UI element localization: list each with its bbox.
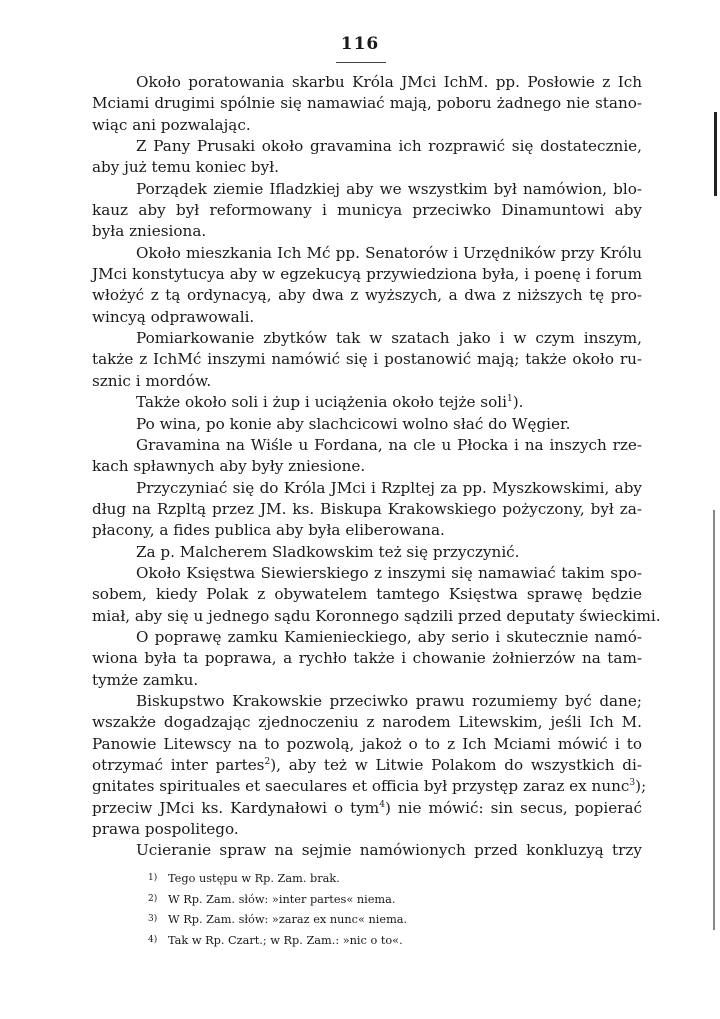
text-line	[92, 200, 642, 221]
text-line	[92, 328, 642, 349]
text-line-main: wincyą odprawowali.	[92, 307, 255, 326]
text-line	[92, 755, 642, 776]
footnote-number: 2)	[148, 893, 158, 904]
footnote-number: 4)	[148, 934, 158, 945]
text-line-main: Po wina, po konie aby slachcicowi wolno słać do Węgier.	[136, 414, 571, 433]
text-line	[92, 179, 642, 200]
footnote-ref: 3	[629, 778, 636, 789]
text-line-main: Za p. Malcherem Sladkowskim też się przyczynić.	[136, 542, 520, 561]
text-line	[92, 478, 642, 499]
text-line	[92, 734, 642, 755]
footnote-ref: 2	[264, 756, 271, 767]
text-line	[92, 392, 642, 413]
text-line-main: Przyczyniać się do Króla JMci i Rzpltej za pp. Myszkowskimi, aby	[136, 478, 642, 497]
text-line	[92, 819, 642, 840]
text-line	[92, 648, 642, 669]
text-line-main: Porządek ziemie Ifladzkiej aby we wszystkim był namówion, blo-	[136, 179, 642, 198]
text-line	[92, 584, 642, 605]
text-line-main: Ucieranie spraw na sejmie namówionych przed konkluzyą trzy	[136, 841, 642, 860]
text-line	[92, 691, 642, 712]
text-line-main: Mciami drugimi spólnie się namawiać mają, poboru żadnego nie stano-	[92, 94, 642, 113]
text-line	[92, 840, 642, 861]
text-line	[92, 136, 642, 157]
text-line-main: wiąc ani pozwalając.	[92, 115, 251, 134]
text-line-main: gnitates spirituales et saeculares et officia był przystęp zaraz ex nunc	[92, 777, 630, 796]
text-line	[92, 798, 642, 819]
page-number-rule	[336, 62, 386, 63]
text-line	[92, 307, 642, 328]
footnote-ref: 4	[379, 799, 385, 810]
text-line	[92, 435, 642, 456]
text-line-main: tymże zamku.	[92, 670, 199, 689]
text-line-main: Około mieszkania Ich Mć pp. Senatorów i Urzędników przy Królu	[136, 243, 642, 262]
text-line-main: Pomiarkowanie zbytków tak w szatach jako i w czym inszym,	[136, 329, 642, 348]
text-line	[92, 606, 661, 627]
page-edge-mark	[714, 112, 717, 196]
footnote-number: 1)	[148, 873, 158, 883]
text-line-main: płacony, a fides publica aby była eliberowana.	[92, 521, 445, 540]
text-line-main: Także około soli i żup i uciążenia około tejże soli	[136, 393, 507, 412]
text-line-main: Około Księstwa Siewierskiego z inszymi się namawiać takim spo-	[136, 563, 642, 582]
text-line	[92, 627, 642, 648]
footnote	[148, 909, 628, 930]
text-line	[92, 670, 642, 691]
text-line-tail: ) nie mówić: sin secus, popierać	[384, 798, 642, 817]
text-line-main: O poprawę zamku Kamienieckiego, aby serio i skutecznie namó-	[136, 627, 642, 646]
text-line-main: wiona była ta poprawa, a rychło także i chowanie żołnierzów na tam-	[92, 649, 642, 668]
text-line-main: Gravamina na Wiśle u Fordana, na cle u Płocka i na inszych rze-	[136, 435, 642, 454]
text-line	[92, 520, 642, 541]
text-line	[92, 499, 642, 520]
text-line-main: była zniesiona.	[92, 222, 207, 241]
text-line-main: kauz aby był reformowany i municya przeciwko Dinamuntowi aby	[92, 201, 642, 220]
text-line-main: sobem, kiedy Polak z obywatelem tamtego Księstwa sprawę będzie	[92, 585, 642, 604]
text-line	[92, 712, 642, 733]
text-line	[92, 285, 642, 306]
text-line	[92, 414, 642, 435]
footnote-ref: 1	[506, 394, 513, 405]
text-line-main: przeciw JMci ks. Kardynałowi o tym	[92, 798, 380, 817]
text-line-main: aby już temu koniec był.	[92, 158, 279, 177]
text-line-main: Panowie Litewscy na to pozwolą, jakoż o to z Ich Mciami mówić i to	[92, 734, 642, 753]
body-text	[92, 72, 661, 862]
footnote-text: Tak w Rp. Czart.; w Rp. Zam.: »nic o to«.	[168, 933, 403, 947]
text-line	[92, 776, 647, 797]
text-line	[92, 349, 642, 370]
text-line-tail: );	[635, 777, 647, 796]
page-number: 116	[340, 34, 380, 54]
text-line	[92, 157, 642, 178]
text-line-tail: ).	[512, 393, 524, 412]
footnote-number: 3)	[148, 914, 158, 924]
text-line	[92, 264, 642, 285]
text-line-main: Około poratowania skarbu Króla JMci IchM. pp. Posłowie z Ich	[136, 73, 642, 91]
text-line-main: także z IchMć inszymi namówić się i postanowić mają; także około ru-	[92, 350, 642, 369]
text-line-main: włożyć z tą ordynacyą, aby dwa z wyższych, a dwa z niższych tę pro-	[92, 286, 642, 305]
footnote-text: Tego ustępu w Rp. Zam. brak.	[168, 872, 340, 885]
text-line	[92, 456, 642, 477]
footnote-text: W Rp. Zam. słów: »inter partes« niema.	[168, 892, 396, 906]
text-line	[92, 72, 642, 93]
text-line-main: miał, aby się u jednego sądu Koronnego sądzili przed deputaty świeckimi.	[92, 606, 661, 625]
footnote	[148, 889, 628, 910]
text-line-main: dług na Rzpltą przez JM. ks. Biskupa Krakowskiego pożyczony, był za-	[92, 499, 642, 518]
text-line-main: otrzymać inter partes	[92, 756, 265, 774]
text-line-main: kach spławnych aby były zniesione.	[92, 457, 366, 476]
text-line-main: wszakże dogadzając zjednoczeniu z narodem Litewskim, jeśli Ich M.	[92, 713, 642, 732]
footnote-text: W Rp. Zam. słów: »zaraz ex nunc« niema.	[168, 913, 408, 926]
text-line	[92, 243, 642, 264]
text-line	[92, 563, 642, 584]
text-line	[92, 221, 642, 242]
text-line-main: Biskupstwo Krakowskie przeciwko prawu rozumiemy być dane;	[136, 691, 642, 710]
text-line-main: JMci konstytucya aby w egzekucyą przywiedziona była, i poenę i forum	[92, 265, 642, 284]
footnote	[148, 930, 628, 951]
text-line-main: Z Pany Prusaki około gravamina ich rozprawić się dostatecznie,	[136, 137, 642, 156]
page-edge-shadow	[713, 510, 715, 930]
text-line-main: prawa pospolitego.	[92, 820, 239, 839]
text-line-main: sznic i mordów.	[92, 371, 212, 390]
footnotes	[148, 868, 628, 950]
text-line	[92, 115, 642, 136]
text-line	[92, 371, 642, 392]
text-line	[92, 93, 642, 114]
footnote	[148, 868, 628, 889]
text-line-tail: ), aby też w Litwie Polakom do wszystkich di-	[270, 756, 642, 774]
text-line	[92, 542, 642, 563]
